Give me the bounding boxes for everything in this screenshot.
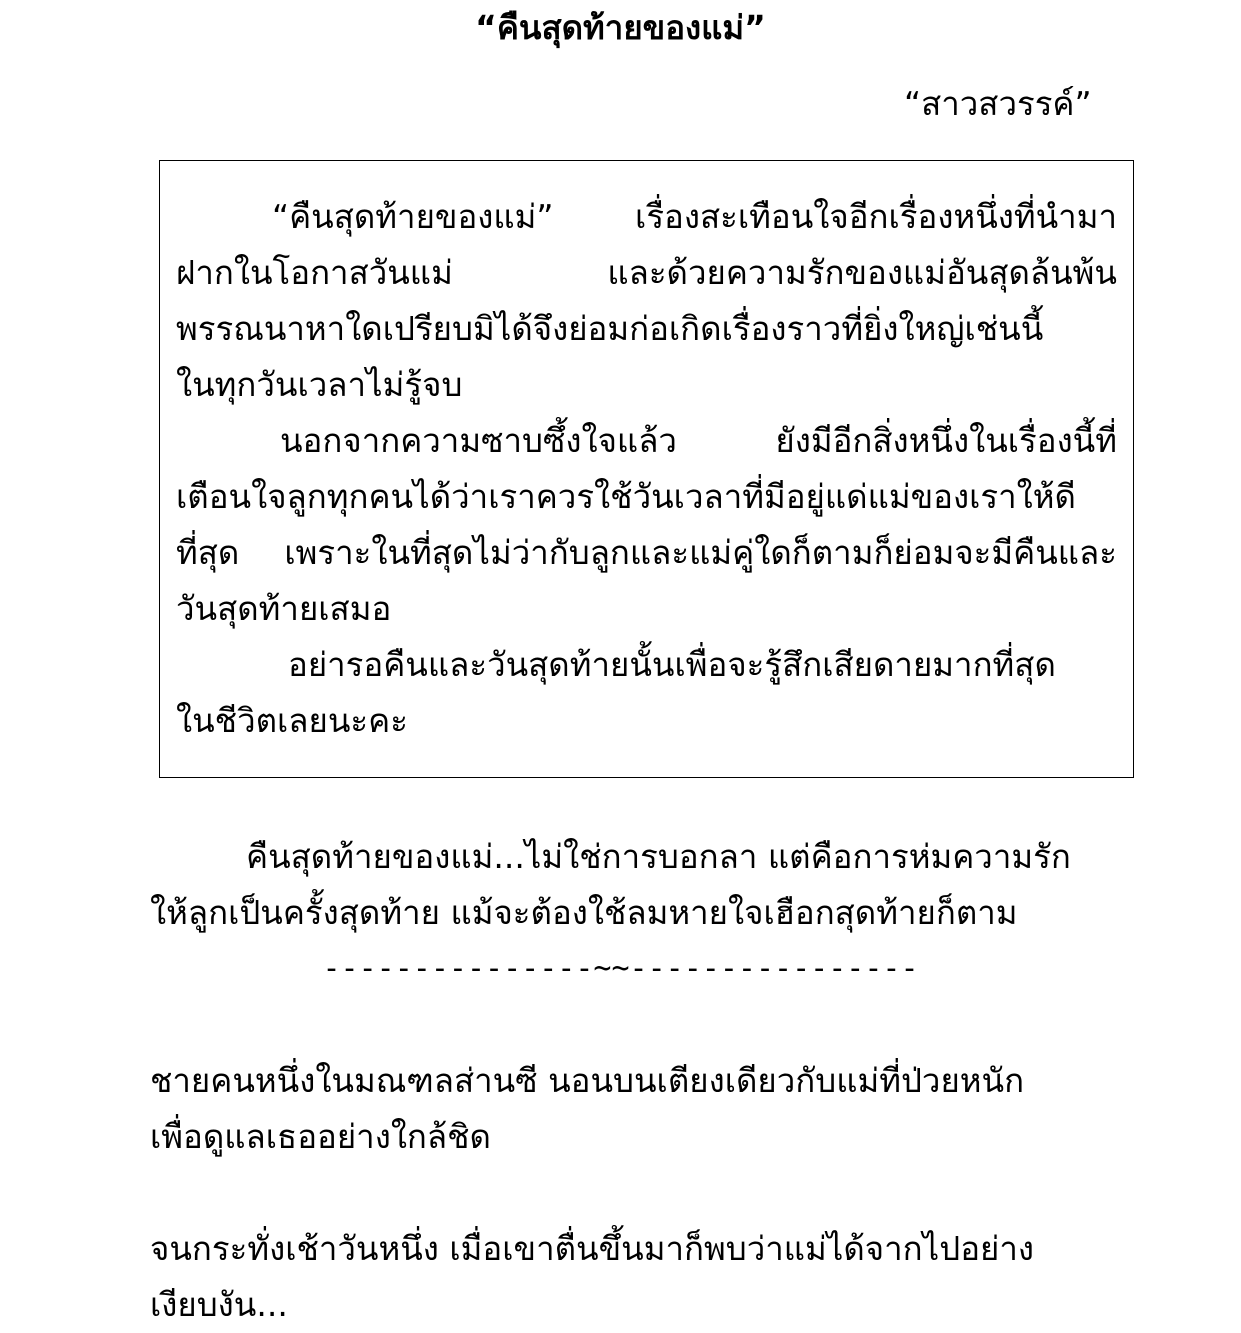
paragraph-line: เพื่อดูแลเธออย่างใกล้ชิด [150, 1117, 491, 1156]
quote-paragraph [150, 829, 1090, 941]
intro-line: ในทุกวันเวลาไม่รู้จบ [176, 365, 463, 404]
intro-line: ในชีวิตเลยนะคะ [176, 701, 408, 740]
document-title: “คืนสุดท้ายของแม่” [475, 8, 766, 47]
quote-line: คืนสุดท้ายของแม่...ไม่ใช่การบอกลา แต่คือการห่มความรัก [246, 837, 1071, 876]
author-name: “สาวสวรรค์” [904, 84, 1092, 123]
section-divider: ---------------~~---------------- [322, 951, 919, 986]
intro-line: “คืนสุดท้ายของแม่” เรื่องสะเทือนใจอีกเรื่องหนึ่งที่นำมา [272, 197, 1117, 236]
quote-line: ให้ลูกเป็นครั้งสุดท้าย แม้จะต้องใช้ลมหายใจเฮือกสุดท้ายก็ตาม [150, 893, 1018, 932]
intro-box [159, 160, 1134, 778]
paragraph-line: จนกระทั่งเช้าวันหนึ่ง เมื่อเขาตื่นขึ้นมาก็พบว่าแม่ได้จากไปอย่าง [150, 1229, 1034, 1268]
intro-line: วันสุดท้ายเสมอ [176, 589, 392, 628]
story-paragraph [150, 1053, 1090, 1165]
intro-line: เตือนใจลูกทุกคนได้ว่าเราควรใช้วันเวลาที่มีอยู่แด่แม่ของเราให้ดี [176, 477, 1076, 516]
intro-line: พรรณนาหาใดเปรียบมิได้จึงย่อมก่อเกิดเรื่องราวที่ยิ่งใหญ่เช่นนี้ [176, 309, 1044, 348]
paragraph-line: ชายคนหนึ่งในมณฑลส่านซี นอนบนเตียงเดียวกับแม่ที่ป่วยหนัก [150, 1061, 1025, 1100]
intro-line: ที่สุด เพราะในที่สุดไม่ว่ากับลูกและแม่คู่ใดก็ตามก็ย่อมจะมีคืนและ [176, 533, 1117, 572]
story-paragraph [150, 1221, 1090, 1333]
paragraph-line: เงียบงัน... [150, 1285, 288, 1324]
intro-line: ฝากในโอกาสวันแม่ และด้วยความรักของแม่อันสุดล้นพ้น [176, 253, 1117, 292]
intro-line: อย่ารอคืนและวันสุดท้ายนั้นเพื่อจะรู้สึกเสียดายมากที่สุด [288, 645, 1056, 684]
intro-line: นอกจากความซาบซึ้งใจแล้ว ยังมีอีกสิ่งหนึ่งในเรื่องนี้ที่ [280, 421, 1117, 460]
